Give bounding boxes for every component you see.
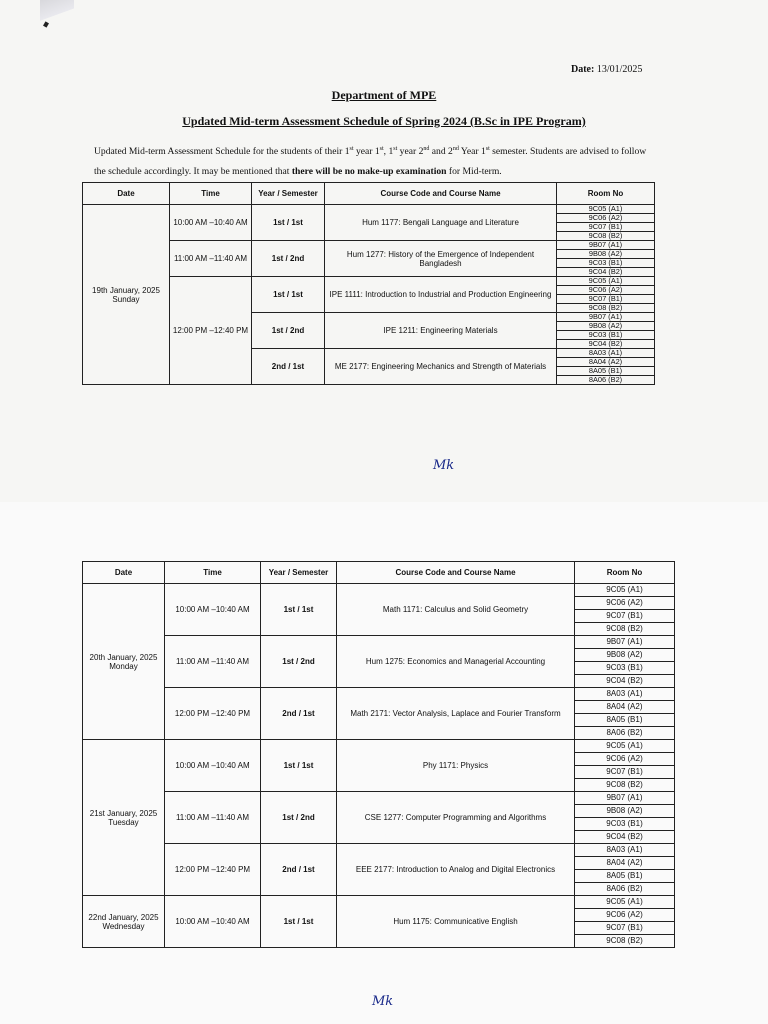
- time-cell: 11:00 AM –11:40 AM: [165, 636, 261, 688]
- room-cell: 8A04 (A2): [575, 701, 675, 714]
- intro-text-1: Updated Mid-term Assessment Schedule for the students of their 1: [94, 146, 350, 158]
- room-cell: 9B07 (A1): [557, 313, 655, 322]
- schedule-body-1: [83, 205, 655, 385]
- col-header-course: Course Code and Course Name: [325, 183, 557, 205]
- room-cell: 8A03 (A1): [575, 688, 675, 701]
- room-cell: 9C08 (B2): [575, 623, 675, 636]
- room-cell: 9C07 (B1): [575, 766, 675, 779]
- intro-text-5: and 2: [429, 146, 453, 158]
- course-cell: Math 1171: Calculus and Solid Geometry: [337, 584, 575, 636]
- room-cell: 9C03 (B1): [575, 818, 675, 831]
- exam-date-cell: 21st January, 2025 Tuesday: [83, 740, 165, 896]
- time-cell: 12:00 PM –12:40 PM: [170, 277, 252, 385]
- room-cell: 9C08 (B2): [575, 935, 675, 948]
- room-cell: 9C05 (A1): [557, 277, 655, 286]
- exam-date-cell: 19th January, 2025 Sunday: [83, 205, 170, 385]
- col-header-date: Date: [83, 183, 170, 205]
- scanned-page-2: [0, 502, 768, 1024]
- col-header-room: Room No: [557, 183, 655, 205]
- room-cell: 9C05 (A1): [575, 740, 675, 753]
- intro-text-3: , 1: [383, 146, 394, 158]
- year-semester-cell: 1st / 1st: [252, 277, 325, 313]
- course-cell: Phy 1171: Physics: [337, 740, 575, 792]
- room-cell: 9C06 (A2): [557, 286, 655, 295]
- notice-date: [571, 64, 642, 75]
- room-cell: 9C06 (A2): [575, 597, 675, 610]
- room-cell: 9B07 (A1): [557, 241, 655, 250]
- signature-icon: Mk: [372, 994, 394, 1009]
- room-cell: 9B08 (A2): [575, 805, 675, 818]
- date-label: Date:: [571, 64, 595, 75]
- col-header-year: Year / Semester: [261, 562, 337, 584]
- exam-date-cell: 20th January, 2025 Monday: [83, 584, 165, 740]
- intro-text-4: year 2: [397, 146, 424, 158]
- year-semester-cell: 1st / 2nd: [252, 313, 325, 349]
- date-value: 13/01/2025: [596, 64, 643, 75]
- course-cell: IPE 1111: Introduction to Industrial and Production Engineering: [325, 277, 557, 313]
- course-cell: Hum 1275: Economics and Managerial Accounting: [337, 636, 575, 688]
- course-cell: Hum 1177: Bengali Language and Literature: [325, 205, 557, 241]
- intro-text-8: for Mid-term.: [446, 166, 502, 178]
- sup-nd-1: nd: [423, 146, 430, 152]
- sup-st-4: st: [485, 146, 490, 152]
- course-cell: IPE 1211: Engineering Materials: [325, 313, 557, 349]
- room-cell: 8A03 (A1): [557, 349, 655, 358]
- room-cell: 9C04 (B2): [557, 340, 655, 349]
- sup-st-1: st: [349, 146, 354, 152]
- intro-text-7: semester. Students are advised to follow the schedule accordingly. It may be mentioned that: [94, 146, 647, 178]
- room-cell: 9C03 (B1): [557, 331, 655, 340]
- room-cell: 9C07 (B1): [575, 922, 675, 935]
- room-cell: 9B08 (A2): [557, 250, 655, 259]
- schedule-body-2: [83, 584, 675, 948]
- room-cell: 9C05 (A1): [575, 584, 675, 597]
- intro-text-6: Year 1: [458, 146, 486, 158]
- room-cell: 8A04 (A2): [575, 857, 675, 870]
- room-cell: 9B08 (A2): [557, 322, 655, 331]
- intro-paragraph: [94, 139, 654, 182]
- schedule-table-2: [82, 561, 675, 948]
- room-cell: 9C07 (B1): [557, 295, 655, 304]
- year-semester-cell: 1st / 1st: [261, 740, 337, 792]
- room-cell: 8A06 (B2): [575, 883, 675, 896]
- time-cell: 11:00 AM –11:40 AM: [170, 241, 252, 277]
- col-header-course: Course Code and Course Name: [337, 562, 575, 584]
- room-cell: 9C05 (A1): [575, 896, 675, 909]
- room-cell: 9C03 (B1): [557, 259, 655, 268]
- room-cell: 9C06 (A2): [557, 214, 655, 223]
- course-cell: Math 2171: Vector Analysis, Laplace and Fourier Transform: [337, 688, 575, 740]
- paper-fold-mark: [40, 0, 74, 22]
- room-cell: 9C08 (B2): [557, 232, 655, 241]
- year-semester-cell: 2nd / 1st: [261, 844, 337, 896]
- year-semester-cell: 2nd / 1st: [252, 349, 325, 385]
- time-cell: 10:00 AM –10:40 AM: [165, 740, 261, 792]
- time-cell: 10:00 AM –10:40 AM: [165, 896, 261, 948]
- table-row: [83, 584, 675, 597]
- room-cell: 8A03 (A1): [575, 844, 675, 857]
- scanned-page-1: [0, 0, 768, 502]
- department-heading: Department of MPE: [331, 88, 437, 102]
- room-cell: 9C08 (B2): [557, 304, 655, 313]
- room-cell: 9C03 (B1): [575, 662, 675, 675]
- table-row: [83, 740, 675, 753]
- sup-st-2: st: [379, 146, 384, 152]
- exam-date-cell: 22nd January, 2025 Wednesday: [83, 896, 165, 948]
- table-row: [83, 896, 675, 909]
- corner-tick-mark: [43, 21, 49, 27]
- sup-nd-2: nd: [452, 146, 459, 152]
- year-semester-cell: 1st / 1st: [252, 205, 325, 241]
- course-cell: Hum 1277: History of the Emergence of Independent Bangladesh: [325, 241, 557, 277]
- course-cell: ME 2177: Engineering Mechanics and Strength of Materials: [325, 349, 557, 385]
- year-semester-cell: 1st / 1st: [261, 896, 337, 948]
- room-cell: 9B07 (A1): [575, 792, 675, 805]
- table-row: [83, 844, 675, 857]
- signature-icon: Mk: [433, 458, 455, 473]
- room-cell: 8A04 (A2): [557, 358, 655, 367]
- year-semester-cell: 1st / 1st: [261, 584, 337, 636]
- col-header-year: Year / Semester: [252, 183, 325, 205]
- col-header-date: Date: [83, 562, 165, 584]
- col-header-room: Room No: [575, 562, 675, 584]
- table-row: [83, 205, 655, 214]
- sup-st-3: st: [393, 146, 398, 152]
- year-semester-cell: 1st / 2nd: [261, 792, 337, 844]
- room-cell: 9C04 (B2): [575, 831, 675, 844]
- room-cell: 9C04 (B2): [557, 268, 655, 277]
- room-cell: 9C06 (A2): [575, 909, 675, 922]
- time-cell: 10:00 AM –10:40 AM: [165, 584, 261, 636]
- table-row: [83, 688, 675, 701]
- schedule-table-1: [82, 182, 655, 385]
- room-cell: 8A05 (B1): [575, 870, 675, 883]
- course-cell: EEE 2177: Introduction to Analog and Digital Electronics: [337, 844, 575, 896]
- year-semester-cell: 2nd / 1st: [261, 688, 337, 740]
- room-cell: 8A05 (B1): [575, 714, 675, 727]
- time-cell: 12:00 PM –12:40 PM: [165, 844, 261, 896]
- col-header-time: Time: [165, 562, 261, 584]
- course-cell: Hum 1175: Communicative English: [337, 896, 575, 948]
- time-cell: 11:00 AM –11:40 AM: [165, 792, 261, 844]
- room-cell: 9C05 (A1): [557, 205, 655, 214]
- col-header-time: Time: [170, 183, 252, 205]
- year-semester-cell: 1st / 2nd: [252, 241, 325, 277]
- time-cell: 12:00 PM –12:40 PM: [165, 688, 261, 740]
- room-cell: 9C08 (B2): [575, 779, 675, 792]
- room-cell: 9C04 (B2): [575, 675, 675, 688]
- room-cell: 9C07 (B1): [557, 223, 655, 232]
- table-row: [83, 792, 675, 805]
- time-cell: 10:00 AM –10:40 AM: [170, 205, 252, 241]
- year-semester-cell: 1st / 2nd: [261, 636, 337, 688]
- room-cell: 9B08 (A2): [575, 649, 675, 662]
- course-cell: CSE 1277: Computer Programming and Algorithms: [337, 792, 575, 844]
- intro-bold-notice: there will be no make-up examination: [291, 166, 447, 178]
- room-cell: 9C07 (B1): [575, 610, 675, 623]
- room-cell: 9B07 (A1): [575, 636, 675, 649]
- room-cell: 8A06 (B2): [557, 376, 655, 385]
- room-cell: 8A05 (B1): [557, 367, 655, 376]
- room-cell: 8A06 (B2): [575, 727, 675, 740]
- intro-text-2: year 1: [353, 146, 380, 158]
- schedule-title: Updated Mid-term Assessment Schedule of Spring 2024 (B.Sc in IPE Program): [182, 114, 586, 128]
- table-row: [83, 636, 675, 649]
- room-cell: 9C06 (A2): [575, 753, 675, 766]
